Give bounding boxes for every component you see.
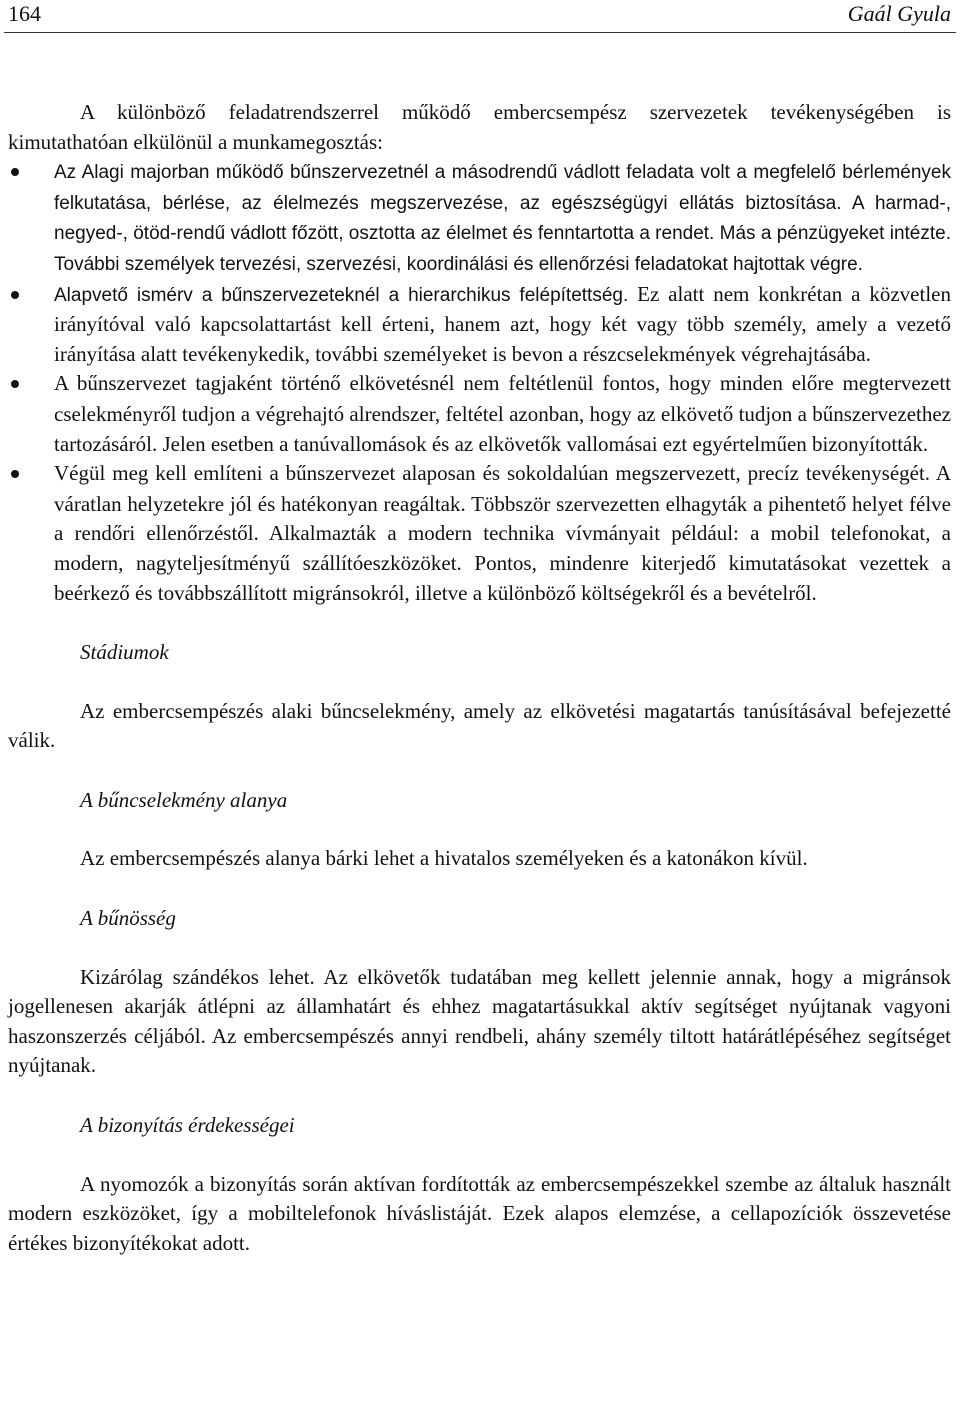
section-heading-alany: A bűncselekmény alanya [80, 787, 288, 812]
bullet-text-sans: Az Alagi majorban működő bűnszervezetnél a másodrendű vádlott feladata volt a megfelelő bérlemények felkutatása, bérlése, az élelmezés megszervezése, az egészségügyi ellátás biztosítása. A harmad-, negyed-, ötöd-rendű vádlott főzött, osztotta az élelmet és fenntartotta a rendet. Más a pénzügyeket intézte. További személyek tervezési, szervezési, koordinálási és ellenőrzési feladatokat hajtottak végre. [54, 162, 951, 275]
bullet-dot [11, 291, 19, 299]
bullet-text: A bűnszervezet tagjaként történő elkövetésnél nem feltétlenül fontos, hogy minden előre megtervezett cselekményről tudjon a végrehajtó alrendszer, feltétel azonban, hogy az elkövető tudjon a bűnszervezethez tartozásáról. Jelen esetben a tanúvallomások és az elkövetők vallomásai ezt egyértelműen bizonyították. [54, 371, 951, 456]
bullet-list [8, 157, 951, 608]
bullet-text-sans: Alapvető ismérv a bűnszervezeteknél a hierarchikus felépítettség. [54, 284, 629, 306]
section-paragraph-alany: Az embercsempészés alanya bárki lehet a hivatalos személyeken és a katonákon kívül. [80, 846, 808, 871]
bullet-item [8, 280, 951, 370]
running-head-author: Gaál Gyula [847, 1, 951, 26]
bullet-dot [11, 380, 19, 388]
section-paragraph-stadiumok: Az embercsempészés alaki bűncselekmény, amely az elkövetési magatartás tanúsításával befejezetté válik. [8, 698, 951, 753]
section-paragraph-bizonyitas: A nyomozók a bizonyítás során aktívan fordították az embercsempészekkel szembe az általuk használt modern eszközöket, így a mobiltelefonok híváslistáját. Ezek alapos elemzése, a cellapozíciók összevetése értékes bizonyítékokat adott. [8, 1171, 951, 1255]
section-heading-stadiumok: Stádiumok [80, 640, 169, 665]
intro-paragraph: A különböző feladatrendszerrel működő embercsempész szervezetek tevékenységében is kimutathatóan elkülönül a munkamegosztás: [8, 100, 951, 154]
bullet-dot [11, 470, 19, 478]
bullet-item [8, 459, 951, 608]
bullet-text: Végül meg kell említeni a bűnszervezet alaposan és sokoldalúan megszervezett, precíz tevékenységét. A váratlan helyzetekre jól és hatékonyan reagáltak. Többször szervezetten elhagyták a pihentető helyet félve a rendőri ellenőrzéstől. Alkalmazták a modern technika vívmányait például: a mobil telefonokat, a modern, nagyteljesítményű szállítóeszközöket. Pontos, mindenre kiterjedő kimutatásokat vezettek a beérkező és továbbszállított migránsokról, illetve a különböző költségekről és a bevételről. [54, 461, 951, 605]
section-heading-bunosseg: A bűnösség [80, 906, 176, 931]
page-header [0, 0, 960, 34]
bullet-dot [11, 168, 19, 176]
bullet-item [8, 369, 951, 459]
page-number: 164 [8, 1, 41, 26]
bullet-text: Ez alatt nem konkrétan a közvetlen irányítóval való kapcsolattartást kell érteni, hanem azt, hogy két vagy több személy, amely a vezető irányítása alatt tevékenykedik, további személyeket is bevon a részcselekmények végrehajtásába. [54, 281, 951, 366]
section-paragraph-bunosseg: Kizárólag szándékos lehet. Az elkövetők tudatában meg kellett jelennie annak, hogy a migránsok jogellenesen akarják átlépni az államhatárt és ehhez magatartásukkal aktív segítséget nyújtanak vagyoni haszonszerzés céljából. Az embercsempészés annyi rendbeli, ahány személy tiltott határátlépéséhez segítséget nyújtanak. [8, 964, 951, 1078]
header-rule [4, 32, 956, 33]
bullet-item [8, 157, 951, 279]
section-heading-bizonyitas: A bizonyítás érdekességei [80, 1113, 295, 1138]
body-text [8, 98, 951, 1258]
